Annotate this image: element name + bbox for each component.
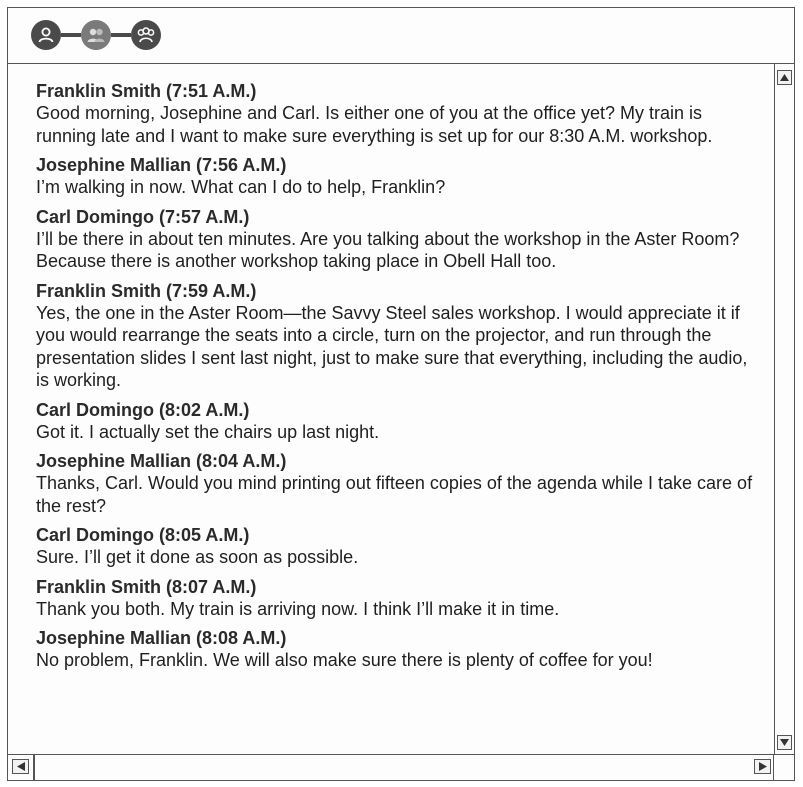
message: [36, 450, 760, 517]
message-sender: Franklin Smith (7:59 A.M.): [36, 280, 257, 301]
message-sender: Carl Domingo (7:57 A.M.): [36, 206, 250, 227]
connector-line: [61, 33, 81, 37]
message-text: Sure. I’ll get it done as soon as possible.: [36, 547, 359, 567]
message-text: Got it. I actually set the chairs up last night.: [36, 421, 380, 442]
message-sender: Josephine Mallian (7:56 A.M.): [36, 155, 287, 175]
scroll-right-button[interactable]: [754, 759, 771, 774]
message: [36, 576, 760, 621]
message: [36, 627, 760, 672]
message-text: Yes, the one in the Aster Room—the Savvy Steel sales workshop. I would appreciate it if you would rearrange the seats into a circle, turn on the projector, and run through the presentation slides I sent last night, just to make sure that everything, including the audio, is working.: [36, 302, 748, 390]
message-text: No problem, Franklin. We will also make sure there is plenty of coffee for you!: [36, 650, 653, 670]
message-sender: Carl Domingo (8:05 A.M.): [36, 525, 250, 545]
scroll-up-button[interactable]: [777, 70, 792, 85]
users-icon[interactable]: [81, 20, 111, 50]
chat-window: [7, 7, 795, 781]
message: [36, 524, 760, 569]
message-sender: Josephine Mallian (8:08 A.M.): [36, 628, 287, 648]
message: [36, 280, 760, 392]
user-icon[interactable]: [31, 20, 61, 50]
scroll-down-button[interactable]: [777, 735, 792, 750]
message-list[interactable]: [8, 64, 774, 754]
arrow-up-icon: [780, 74, 789, 81]
arrow-left-icon: [17, 762, 25, 771]
arrow-right-icon: [759, 762, 767, 771]
message: [36, 154, 760, 199]
message-sender: Franklin Smith (8:07 A.M.): [36, 576, 257, 597]
scrollbar-divider: [773, 755, 775, 780]
group-icon[interactable]: [131, 20, 161, 50]
message-text: I’ll be there in about ten minutes. Are you talking about the workshop in the Aster Room? Because there is another workshop taking place in Obell Hall too.: [36, 228, 740, 271]
message-text: Thank you both. My train is arriving now. I think I’ll make it in time.: [36, 598, 560, 619]
horizontal-scrollbar[interactable]: [8, 754, 794, 780]
arrow-down-icon: [780, 739, 789, 746]
message-sender: Josephine Mallian (8:04 A.M.): [36, 451, 287, 471]
message: [36, 206, 760, 273]
message: [36, 399, 760, 444]
message-sender: Carl Domingo (8:02 A.M.): [36, 399, 250, 420]
message-text: I’m walking in now. What can I do to help, Franklin?: [36, 177, 446, 197]
connector-line: [111, 33, 131, 37]
scroll-left-button[interactable]: [12, 759, 29, 774]
message: [36, 80, 760, 147]
message-sender: Franklin Smith (7:51 A.M.): [36, 81, 257, 101]
participants-bar: [8, 8, 794, 64]
participant-avatars: [31, 20, 161, 50]
scrollbar-divider: [33, 755, 35, 780]
message-text: Thanks, Carl. Would you mind printing out fifteen copies of the agenda while I take care of the rest?: [36, 473, 753, 516]
vertical-scrollbar[interactable]: [774, 64, 794, 754]
message-text: Good morning, Josephine and Carl. Is either one of you at the office yet? My train is running late and I want to make sure everything is set up for our 8:30 A.M. workshop.: [36, 103, 713, 146]
